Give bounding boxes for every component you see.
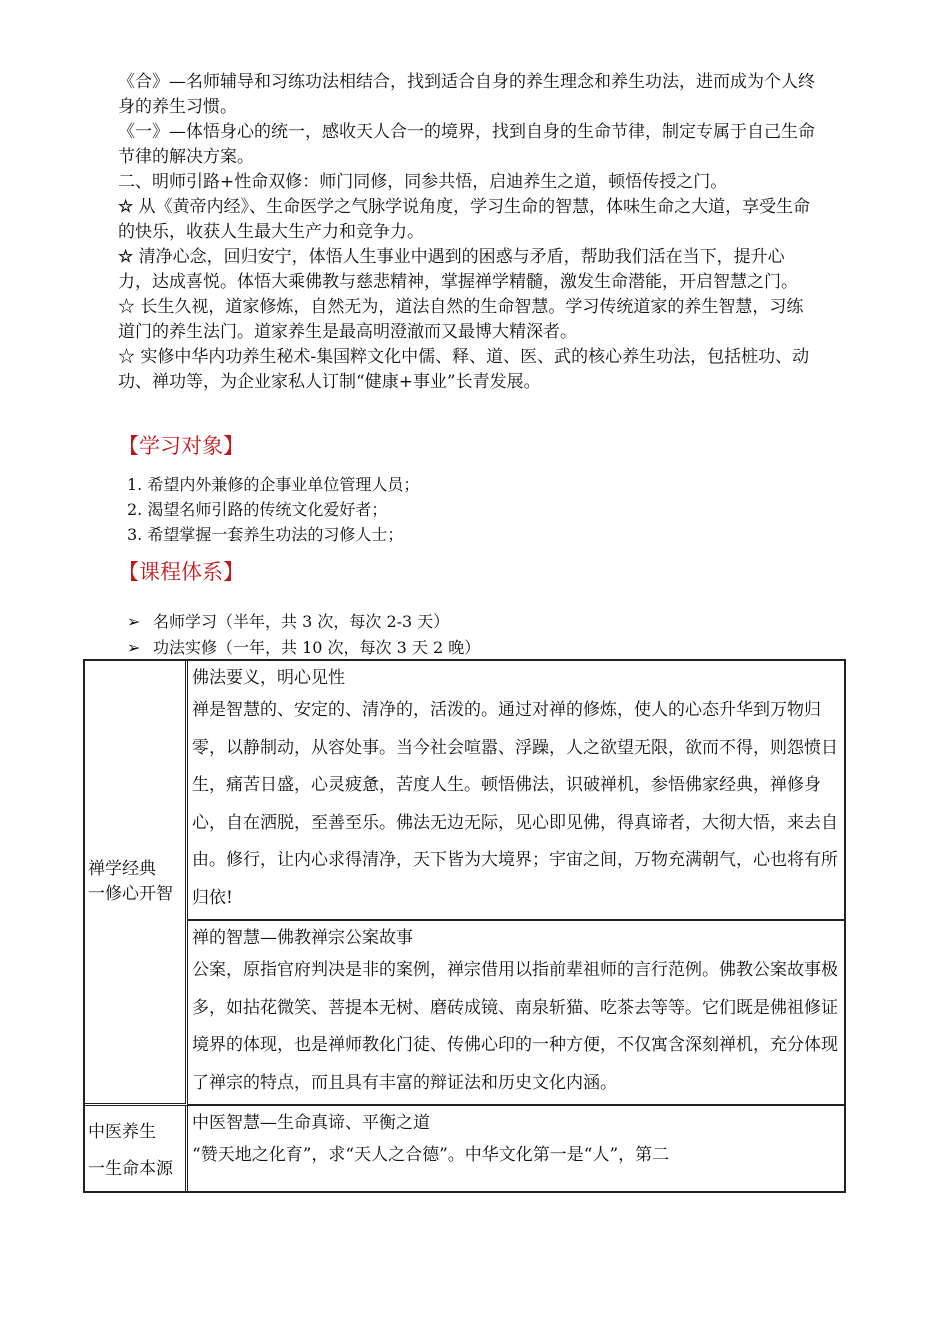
content-heading: 佛法要义，明心见性 bbox=[192, 668, 345, 688]
list-item: 2. 渴望名师引路的传统文化爱好者； bbox=[127, 500, 388, 519]
table-row bbox=[85, 921, 844, 1106]
course-table bbox=[83, 659, 846, 1193]
content-cell bbox=[188, 1106, 844, 1191]
category-cell: 禅学经典 一修心开智 bbox=[85, 661, 188, 1106]
content-cell bbox=[188, 661, 844, 921]
curriculum-title: 【课程体系】 bbox=[118, 560, 244, 584]
arrow-bullet-icon: ➢ bbox=[127, 612, 141, 631]
plan-item: ➢ 名师学习（半年，共 3 次，每次 2-3 天） bbox=[127, 609, 480, 635]
list-item: 3. 希望掌握一套养生功法的习修人士； bbox=[127, 525, 404, 544]
intro-section bbox=[118, 70, 818, 395]
content-body: 禅是智慧的、安定的、清净的，活泼的。通过对禅的修炼，使人的心态升华到万物归零，以静制动，从容处事。当今社会喧嚣、浮躁，人之欲望无限，欲而不得，则怨愤日生，痛苦日盛，心灵疲惫，苦度人生。顿悟佛法，识破禅机，参悟佛家经典，禅修身心，自在洒脱，至善至乐。佛法无边无际，见心即见佛，得真谛者，大彻大悟，来去自由。修行，让内心求得清净，天下皆为大境界；宇宙之间，万物充满朝气，心也将有所归依! bbox=[192, 700, 838, 908]
objectives-title: 【学习对象】 bbox=[118, 434, 244, 458]
star-icon: ☆ bbox=[118, 247, 134, 267]
intro-item-4: ☆ 实修中华内功养生秘术-集国粹文化中儒、释、道、医、武的核心养生功法，包括桩功、动功、禅功等，为企业家私人订制“健康+事业”长青发展。 bbox=[118, 347, 810, 392]
content-heading: 禅的智慧—佛教禅宗公案故事 bbox=[192, 928, 413, 948]
star-icon: ☆ bbox=[118, 197, 134, 217]
intro-he: 《合》—名师辅导和习练功法相结合，找到适合自身的养生理念和养生功法，进而成为个人终身的养生习惯。 bbox=[118, 72, 815, 117]
content-heading: 中医智慧—生命真谛、平衡之道 bbox=[192, 1113, 430, 1133]
intro-item-3: ☆ 长生久视，道家修炼，自然无为，道法自然的生命智慧。学习传统道家的养生智慧，习练道门的养生法门。道家养生是最高明澄澈而又最博大精深者。 bbox=[118, 297, 804, 342]
intro-item-2: ☆ 清净心念，回归安宁，体悟人生事业中遇到的困惑与矛盾，帮助我们活在当下，提升心力，达成喜悦。体悟大乘佛教与慈悲精神，掌握禅学精髓，激发生命潜能，开启智慧之门。 bbox=[118, 247, 798, 292]
objectives-list bbox=[127, 472, 419, 547]
intro-yi: 《一》—体悟身心的统一，感收天人合一的境界，找到自身的生命节律，制定专属于自己生命节律的解决方案。 bbox=[118, 122, 815, 167]
content-body: “赞天地之化育”，求“天人之合德”。中华文化第一是“人”，第二 bbox=[192, 1145, 670, 1165]
table-row bbox=[85, 1106, 844, 1191]
content-body: 公案，原指官府判决是非的案例，禅宗借用以指前辈祖师的言行范例。佛教公案故事极多，如拈花微笑、菩提本无树、磨砖成镜、南泉斩猫、吃茶去等等。它们既是佛祖修证境界的体现，也是禅师教化门徒、传佛心印的一种方便，不仅寓含深刻禅机，充分体现了禅宗的特点，而且具有丰富的辩证法和历史文化内涵。 bbox=[192, 960, 838, 1093]
intro-item-1: ☆ 从《黄帝内经》、生命医学之气脉学说角度，学习生命的智慧，体味生命之大道，享受生命的快乐，收获人生最大生产力和竞争力。 bbox=[118, 197, 811, 242]
list-item: 1. 希望内外兼修的企事业单位管理人员； bbox=[127, 475, 420, 494]
plan-item: ➢ 功法实修（一年，共 10 次，每次 3 天 2 晚） bbox=[127, 635, 480, 661]
content-cell bbox=[188, 921, 844, 1106]
table-row bbox=[85, 661, 844, 921]
intro-section2: 二、明师引路+性命双修：师门同修，同参共悟，启迪养生之道，顿悟传授之门。 bbox=[118, 172, 728, 192]
arrow-bullet-icon: ➢ bbox=[127, 638, 141, 657]
star-icon: ☆ bbox=[118, 297, 135, 317]
category-cell: 中医养生 一生命本源 bbox=[85, 1106, 188, 1191]
plan-list bbox=[127, 609, 480, 661]
star-icon: ☆ bbox=[118, 347, 135, 367]
